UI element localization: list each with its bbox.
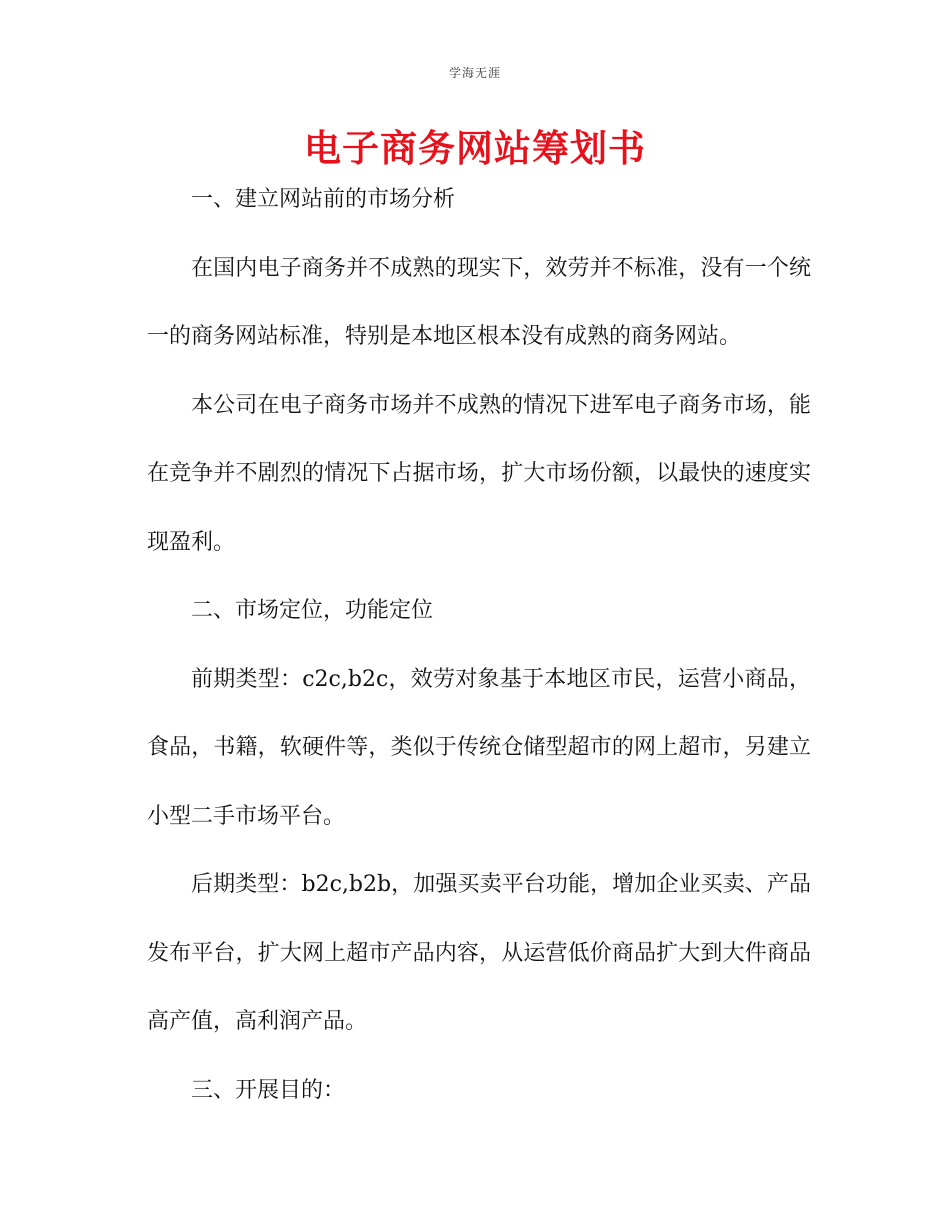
paragraph-early-stage: 前期类型：c2c,b2c，效劳对象基于本地区市民，运营小商品，食品，书籍，软硬件等，类似于传统仓储型超市的网上超市，另建立小型二手市场平台。 — [147, 666, 811, 829]
section-heading-goals: 三、开展目的： — [191, 1077, 346, 1103]
paragraph-later-stage: 后期类型：b2c,b2b，加强买卖平台功能，增加企业买卖、产品发布平台，扩大网上超市产品内容，从运营低价商品扩大到大件商品高产值，高利润产品。 — [147, 872, 811, 1034]
section-heading-market-analysis: 一、建立网站前的市场分析 — [191, 187, 456, 212]
document-body — [147, 166, 811, 1125]
section-heading-positioning: 二、市场定位，功能定位 — [191, 598, 434, 623]
paragraph-market-status: 在国内电子商务并不成熟的现实下，效劳并不标准，没有一个统一的商务网站标准，特别是本地区根本没有成熟的商务网站。 — [147, 255, 811, 349]
page-header: 学海无涯 — [448, 66, 501, 80]
document-title: 电子商务网站筹划书 — [304, 127, 646, 170]
paragraph-company-entry: 本公司在电子商务市场并不成熟的情况下进军电子商务市场，能在竞争并不剧烈的情况下占据市场，扩大市场份额，以最快的速度实现盈利。 — [147, 392, 811, 555]
